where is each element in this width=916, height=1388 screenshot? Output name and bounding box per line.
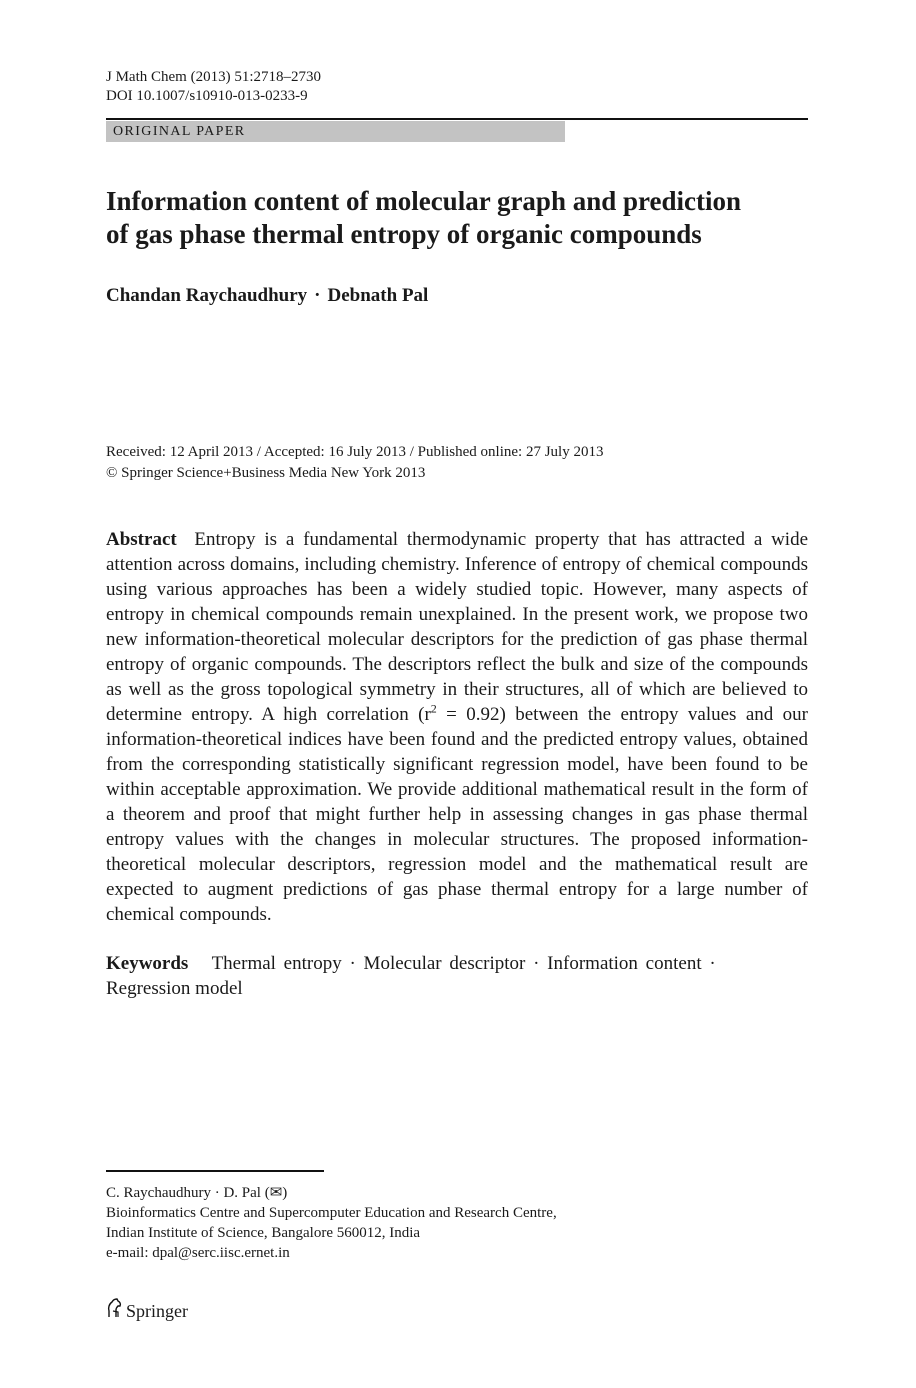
superscript: 2 bbox=[430, 701, 437, 716]
journal-reference bbox=[106, 68, 321, 106]
publication-history bbox=[106, 442, 603, 484]
copyright-line: © Springer Science+Business Media New York 2013 bbox=[106, 465, 426, 481]
publisher-name: Springer bbox=[126, 1301, 188, 1321]
title-line-1: Information content of molecular graph and prediction bbox=[106, 186, 742, 216]
author-separator: · bbox=[314, 285, 321, 306]
journal-citation: J Math Chem (2013) 51:2718–2730 bbox=[106, 69, 321, 85]
springer-horse-icon bbox=[106, 1298, 126, 1324]
header-rule bbox=[106, 118, 808, 120]
abstract-label: Abstract bbox=[106, 529, 177, 550]
dates-line: Received: 12 April 2013 / Accepted: 16 July 2013 / Published online: 27 July 2013 bbox=[106, 444, 604, 460]
abstract-text-continued: = 0.92) between the entropy values and our information-theoretical indices have been found and the predicted entropy values, obtained from the corresponding statistically significant regression model, have been found to be within acceptable approximation. We provide additional mathematical result in the form of a theorem and proof that might further help in assessing changes in gas phase thermal entropy values with the changes in molecular structures. The proposed information-theoretical molecular descriptors, regression model and the mathematical result are expected to augment predictions of gas phase thermal entropy for a large number of chemical compounds. bbox=[106, 704, 808, 925]
title-line-2: of gas phase thermal entropy of organic compounds bbox=[106, 219, 702, 249]
author-name: Chandan Raychaudhury bbox=[106, 285, 308, 306]
institution-line-1: Bioinformatics Centre and Supercomputer Education and Research Centre, bbox=[106, 1205, 557, 1221]
footnote-authors: C. Raychaudhury · D. Pal (✉) bbox=[106, 1185, 288, 1201]
affiliation-footnote bbox=[106, 1183, 557, 1263]
institution-line-2: Indian Institute of Science, Bangalore 560012, India bbox=[106, 1225, 421, 1241]
keywords-line-1: Thermal entropy · Molecular descriptor · Information content · bbox=[211, 953, 716, 974]
keywords bbox=[106, 951, 808, 1001]
author-name: Debnath Pal bbox=[327, 285, 429, 306]
keywords-line-2: Regression model bbox=[106, 978, 243, 999]
abstract bbox=[106, 527, 808, 927]
footnote-rule bbox=[106, 1170, 324, 1172]
publisher-logo bbox=[106, 1298, 188, 1324]
keywords-label: Keywords bbox=[106, 953, 189, 974]
abstract-text: Entropy is a fundamental thermodynamic property that has attracted a wide attention across domains, including chemistry. Inference of entropy of chemical compounds using various approaches has been a widely studied topic. However, many aspects of entropy in chemical compounds remain unexplained. In the present work, we propose two new information-theoretical molecular descriptors for the prediction of gas phase thermal entropy of organic compounds. The descriptors reflect the bulk and size of the compounds as well as the gross topological symmetry in their structures, all of which are believed to determine entropy. A high correlation (r bbox=[106, 529, 809, 725]
paper-title bbox=[106, 185, 806, 251]
section-label: ORIGINAL PAPER bbox=[113, 124, 246, 139]
doi: DOI 10.1007/s10910-013-0233-9 bbox=[106, 88, 308, 104]
author-list bbox=[106, 284, 428, 308]
email: e-mail: dpal@serc.iisc.ernet.in bbox=[106, 1245, 290, 1261]
